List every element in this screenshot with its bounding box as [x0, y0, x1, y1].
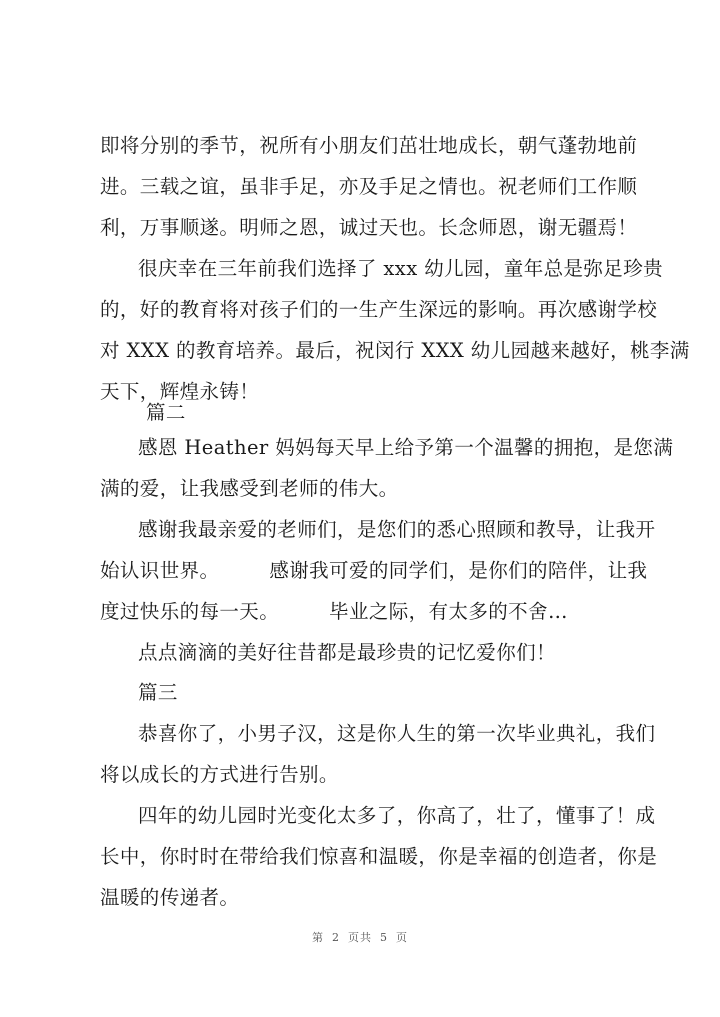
text-line: 四年的幼儿园时光变化太多了，你高了，壮了，懂事了！成	[138, 804, 656, 827]
text-line: 满的爱，让我感受到老师的伟大。	[100, 477, 399, 500]
total-page-number: 5	[380, 931, 388, 944]
text-line: 恭喜你了，小男子汉，这是你人生的第一次毕业典礼，我们	[138, 722, 656, 745]
section-heading: 篇三	[138, 681, 178, 704]
page-footer	[0, 929, 720, 945]
text-line: 感恩 Heather 妈妈每天早上给予第一个温馨的拥抱，是您满	[138, 436, 674, 459]
text-line: 度过快乐的每一天。 毕业之际，有太多的不舍…	[100, 600, 568, 623]
text-line: 很庆幸在三年前我们选择了 xxx 幼儿园，童年总是弥足珍贵	[138, 257, 663, 280]
footer-middle: 页共	[348, 931, 372, 944]
footer-suffix: 页	[396, 931, 408, 944]
current-page-number: 2	[332, 931, 340, 944]
text-line: 点点滴滴的美好往昔都是最珍贵的记忆爱你们！	[138, 641, 556, 664]
text-line: 温暖的传递者。	[100, 886, 240, 909]
text-line: 长中，你时时在带给我们惊喜和温暖，你是幸福的创造者，你是	[100, 845, 658, 868]
text-line: 感谢我最亲爱的老师们，是您们的悉心照顾和教导，让我开	[138, 518, 656, 541]
text-line: 天下，辉煌永铸！	[100, 380, 260, 403]
text-line: 的，好的教育将对孩子们的一生产生深远的影响。再次感谢学校	[100, 298, 658, 321]
text-line: 对 XXX 的教育培养。最后，祝闵行 XXX 幼儿园越来越好，桃李满	[100, 339, 690, 362]
text-line: 利，万事顺遂。明师之恩，诚过天也。长念师恩，谢无疆焉！	[100, 216, 638, 239]
text-line: 始认识世界。 感谢我可爱的同学们，是你们的陪伴，让我	[100, 559, 648, 582]
text-line: 将以成长的方式进行告别。	[100, 763, 339, 786]
text-line: 即将分别的季节，祝所有小朋友们茁壮地成长，朝气蓬勃地前	[100, 134, 638, 157]
text-line: 进。三载之谊，虽非手足，亦及手足之情也。祝老师们工作顺	[100, 175, 638, 198]
section-heading: 篇二	[146, 401, 186, 424]
footer-prefix: 第	[312, 931, 324, 944]
